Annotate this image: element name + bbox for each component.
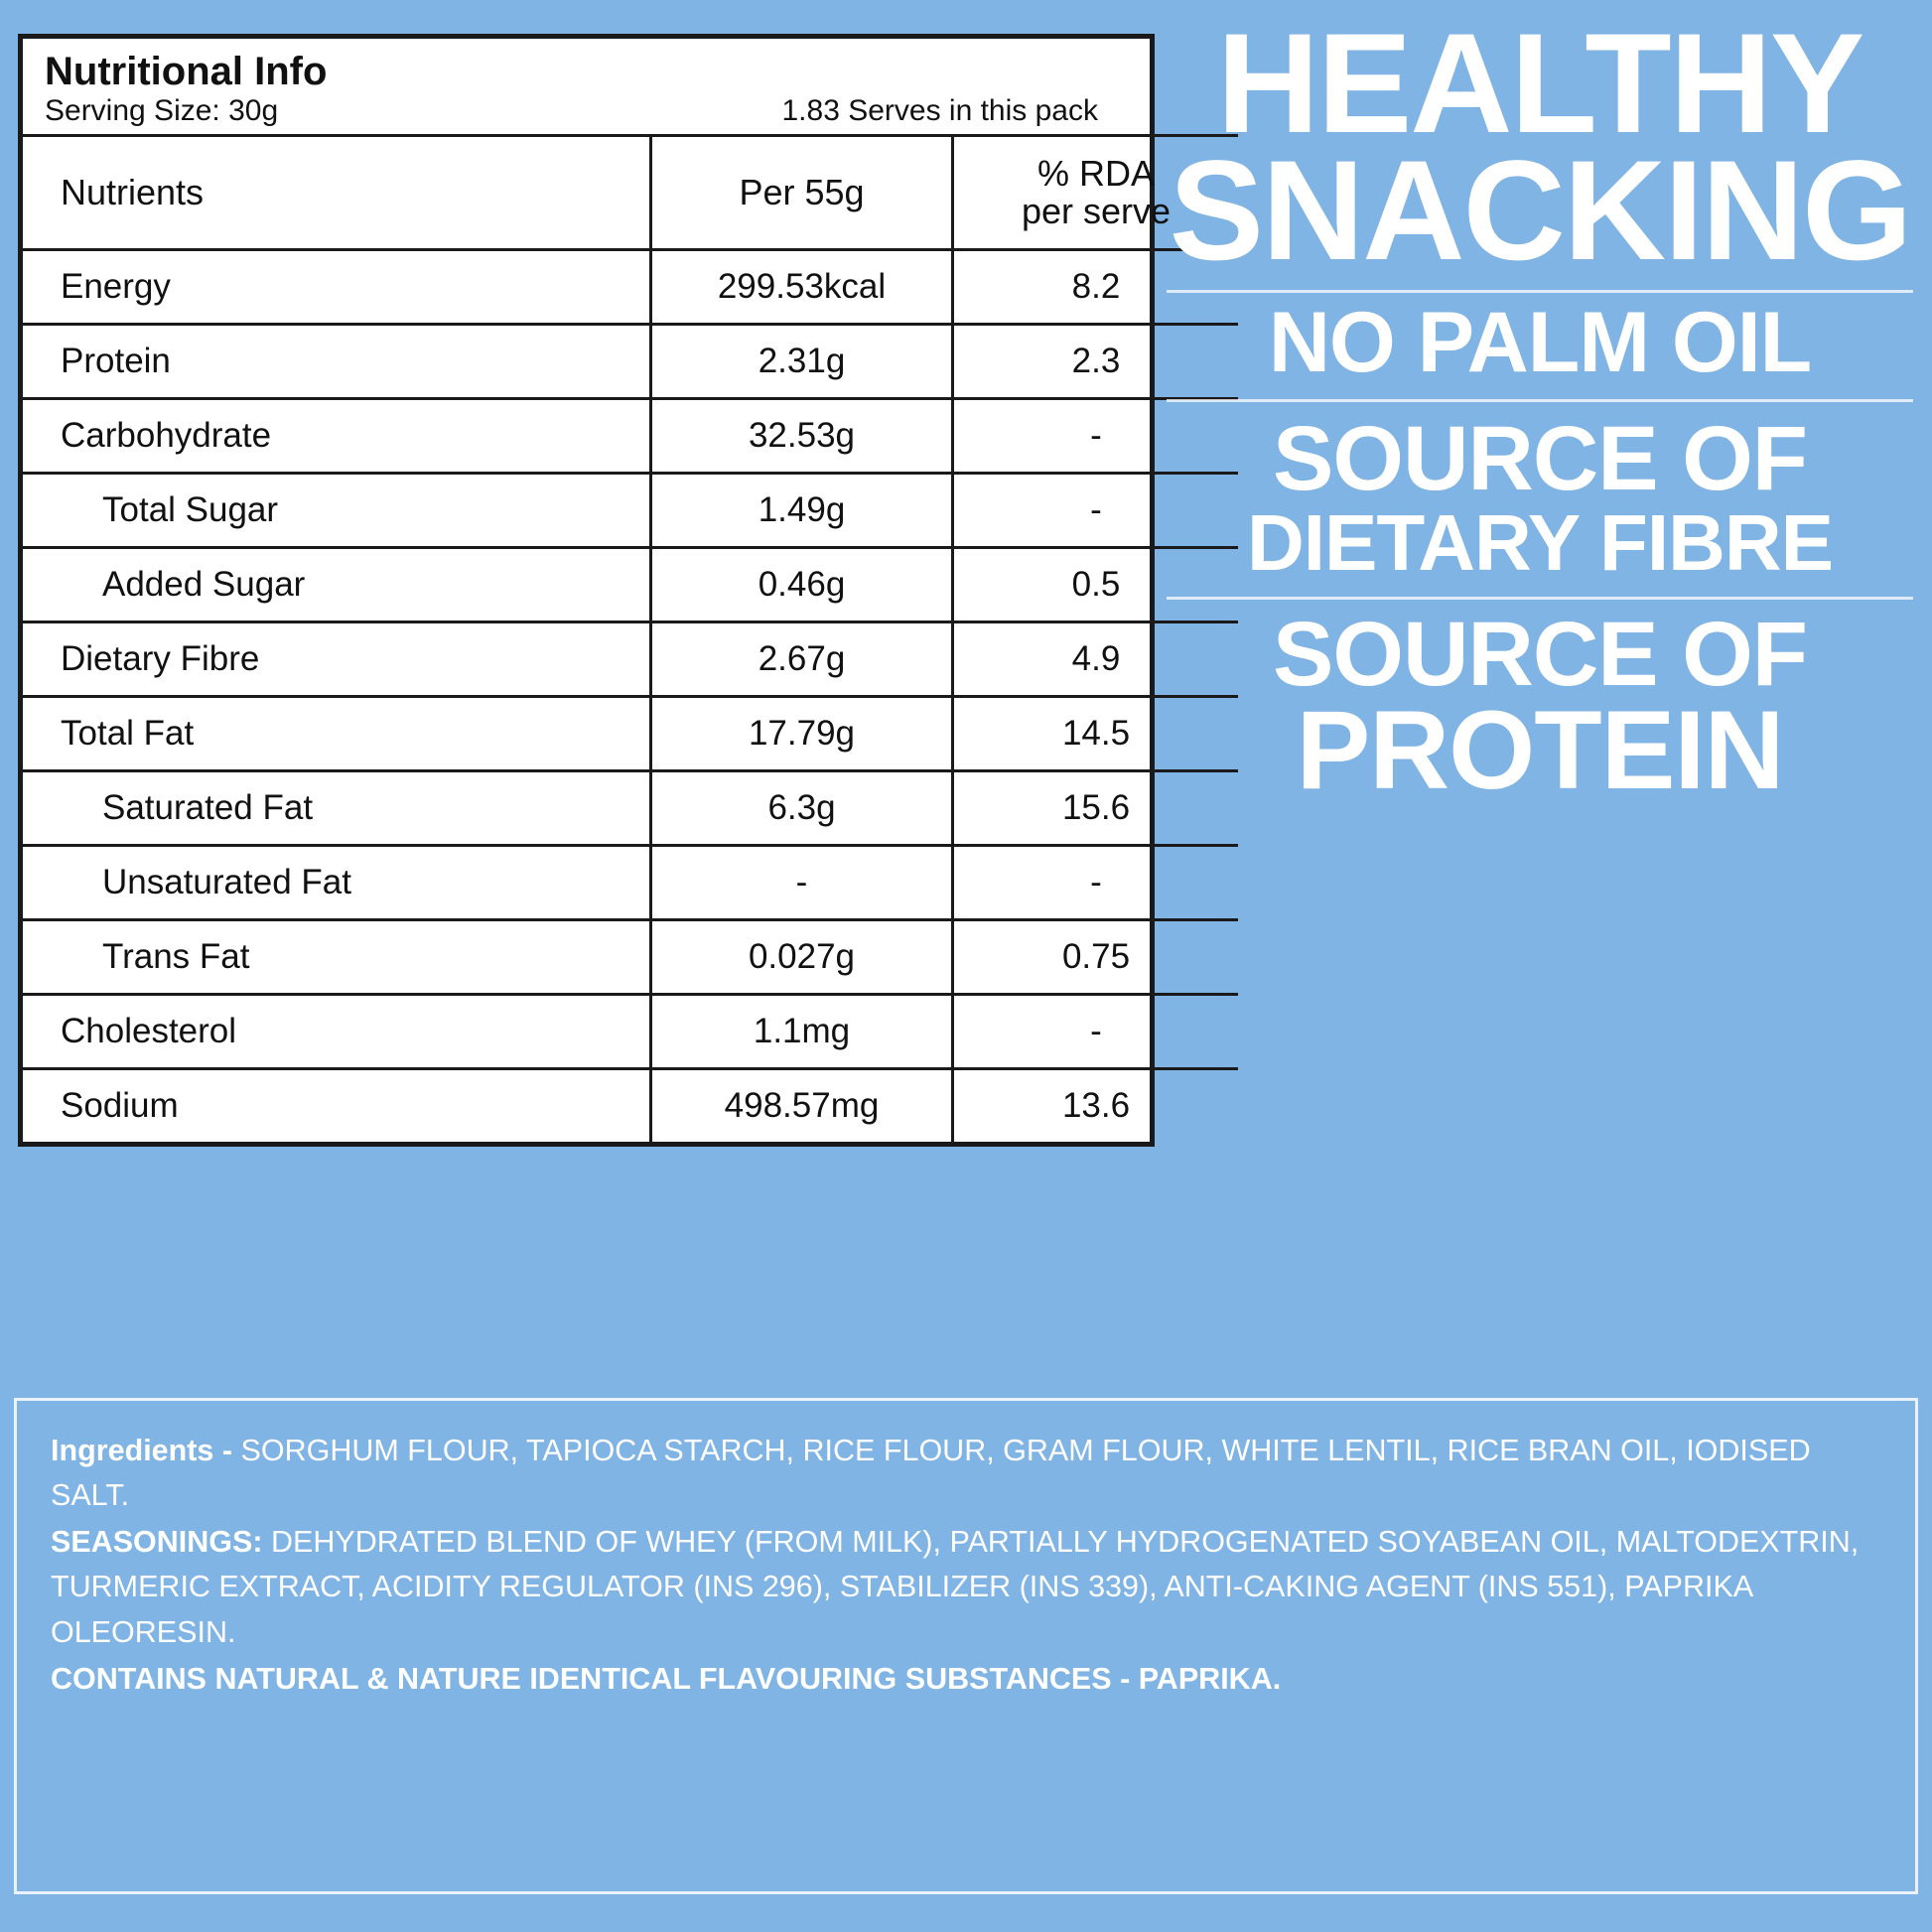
serves-per-pack-text: 1.83 Serves in this pack xyxy=(781,94,1098,127)
rda-line-1: % RDA xyxy=(1036,153,1156,194)
seasonings-list: DEHYDRATED BLEND OF WHEY (FROM MILK), PARTIALLY HYDROGENATED SOYABEAN OIL, MALTODEXTRIN, TURMERIC EXTRACT, ACIDITY REGULATOR (INS 296), STABILIZER (INS 339), ANTI-CAKING AGENT (INS 551), PAPRIKA OLEORESIN. xyxy=(51,1525,1860,1649)
ingredients-box xyxy=(14,1398,1918,1894)
claim-source-of-2: SOURCE OF xyxy=(1273,603,1807,705)
nutrient-value: 6.3g xyxy=(651,770,953,845)
rda-line-2: per serve xyxy=(1021,190,1172,231)
nutrient-name: Sodium xyxy=(23,1068,651,1142)
nutritional-info-header xyxy=(23,39,1150,134)
nutrient-rda: - xyxy=(953,994,1239,1068)
table-row xyxy=(23,994,1238,1068)
table-row xyxy=(23,324,1238,398)
table-row xyxy=(23,473,1238,547)
nutrient-rda: 2.3 xyxy=(953,324,1239,398)
nutrient-name: Total Sugar xyxy=(23,473,651,547)
table-row xyxy=(23,845,1238,919)
nutrient-name: Total Fat xyxy=(23,696,651,770)
nutrient-value: - xyxy=(651,845,953,919)
nutrient-value: 17.79g xyxy=(651,696,953,770)
serving-size-text: Serving Size: 30g xyxy=(45,94,279,127)
nutrient-value: 1.49g xyxy=(651,473,953,547)
nutrient-name: Dietary Fibre xyxy=(23,621,651,696)
nutrient-rda: 8.2 xyxy=(953,249,1239,324)
claims-block xyxy=(1167,5,1913,813)
nutrient-name: Added Sugar xyxy=(23,547,651,621)
seasonings-line xyxy=(51,1520,1881,1654)
table-row xyxy=(23,249,1238,324)
nutrient-name: Energy xyxy=(23,249,651,324)
claims-divider-1 xyxy=(1167,290,1913,293)
nutrient-rda: - xyxy=(953,398,1239,473)
claim-source-of-1: SOURCE OF xyxy=(1273,408,1807,510)
nutritional-info-panel xyxy=(18,34,1172,1147)
nutrient-value: 2.31g xyxy=(651,324,953,398)
nutrient-name: Trans Fat xyxy=(23,919,651,994)
nutrient-value: 32.53g xyxy=(651,398,953,473)
nutrient-name: Carbohydrate xyxy=(23,398,651,473)
nutrient-rda: 14.5 xyxy=(953,696,1239,770)
nutrient-name: Unsaturated Fat xyxy=(23,845,651,919)
table-row xyxy=(23,547,1238,621)
column-header-nutrients: Nutrients xyxy=(23,136,651,250)
nutrient-value: 299.53kcal xyxy=(651,249,953,324)
nutrition-table-body xyxy=(23,249,1238,1142)
table-row xyxy=(23,1068,1238,1142)
nutrient-rda: 0.75 xyxy=(953,919,1239,994)
page-title: Nutritional Info xyxy=(45,50,328,93)
table-header-row xyxy=(23,136,1238,250)
claim-no-palm-oil: NO PALM OIL xyxy=(1268,294,1812,390)
claims-divider-2 xyxy=(1167,399,1913,402)
table-row xyxy=(23,919,1238,994)
nutrient-name: Cholesterol xyxy=(23,994,651,1068)
nutrient-value: 2.67g xyxy=(651,621,953,696)
nutrient-value: 1.1mg xyxy=(651,994,953,1068)
nutrition-table-head xyxy=(23,136,1238,250)
nutrient-rda: 13.6 xyxy=(953,1068,1239,1142)
nutrient-rda: - xyxy=(953,473,1239,547)
ingredients-label: Ingredients - xyxy=(51,1434,241,1467)
serving-summary xyxy=(45,94,1132,128)
nutrient-rda: 4.9 xyxy=(953,621,1239,696)
nutrient-value: 498.57mg xyxy=(651,1068,953,1142)
flavouring-statement: CONTAINS NATURAL & NATURE IDENTICAL FLAVOURING SUBSTANCES - PAPRIKA. xyxy=(51,1661,1282,1696)
claims-divider-3 xyxy=(1167,597,1913,600)
table-row xyxy=(23,770,1238,845)
nutrient-value: 0.46g xyxy=(651,547,953,621)
table-row xyxy=(23,696,1238,770)
nutrient-name: Saturated Fat xyxy=(23,770,651,845)
claim-healthy: HEALTHY xyxy=(1216,5,1863,163)
claim-dietary-fibre: DIETARY FIBRE xyxy=(1246,497,1833,587)
claim-protein: PROTEIN xyxy=(1296,688,1784,813)
nutrient-value: 0.027g xyxy=(651,919,953,994)
ingredients-line xyxy=(51,1429,1881,1518)
claim-snacking: SNACKING xyxy=(1169,131,1911,290)
ingredients-list: SORGHUM FLOUR, TAPIOCA STARCH, RICE FLOUR, GRAM FLOUR, WHITE LENTIL, RICE BRAN OIL, IODISED SALT. xyxy=(51,1434,1811,1513)
nutrient-rda: - xyxy=(953,845,1239,919)
nutrient-rda: 15.6 xyxy=(953,770,1239,845)
seasonings-label: SEASONINGS: xyxy=(51,1525,272,1560)
nutrition-table xyxy=(23,134,1238,1142)
column-header-per-serving: Per 55g xyxy=(651,136,953,250)
nutrient-rda: 0.5 xyxy=(953,547,1239,621)
table-row xyxy=(23,398,1238,473)
table-row xyxy=(23,621,1238,696)
nutrient-name: Protein xyxy=(23,324,651,398)
flavouring-line xyxy=(51,1657,1881,1702)
